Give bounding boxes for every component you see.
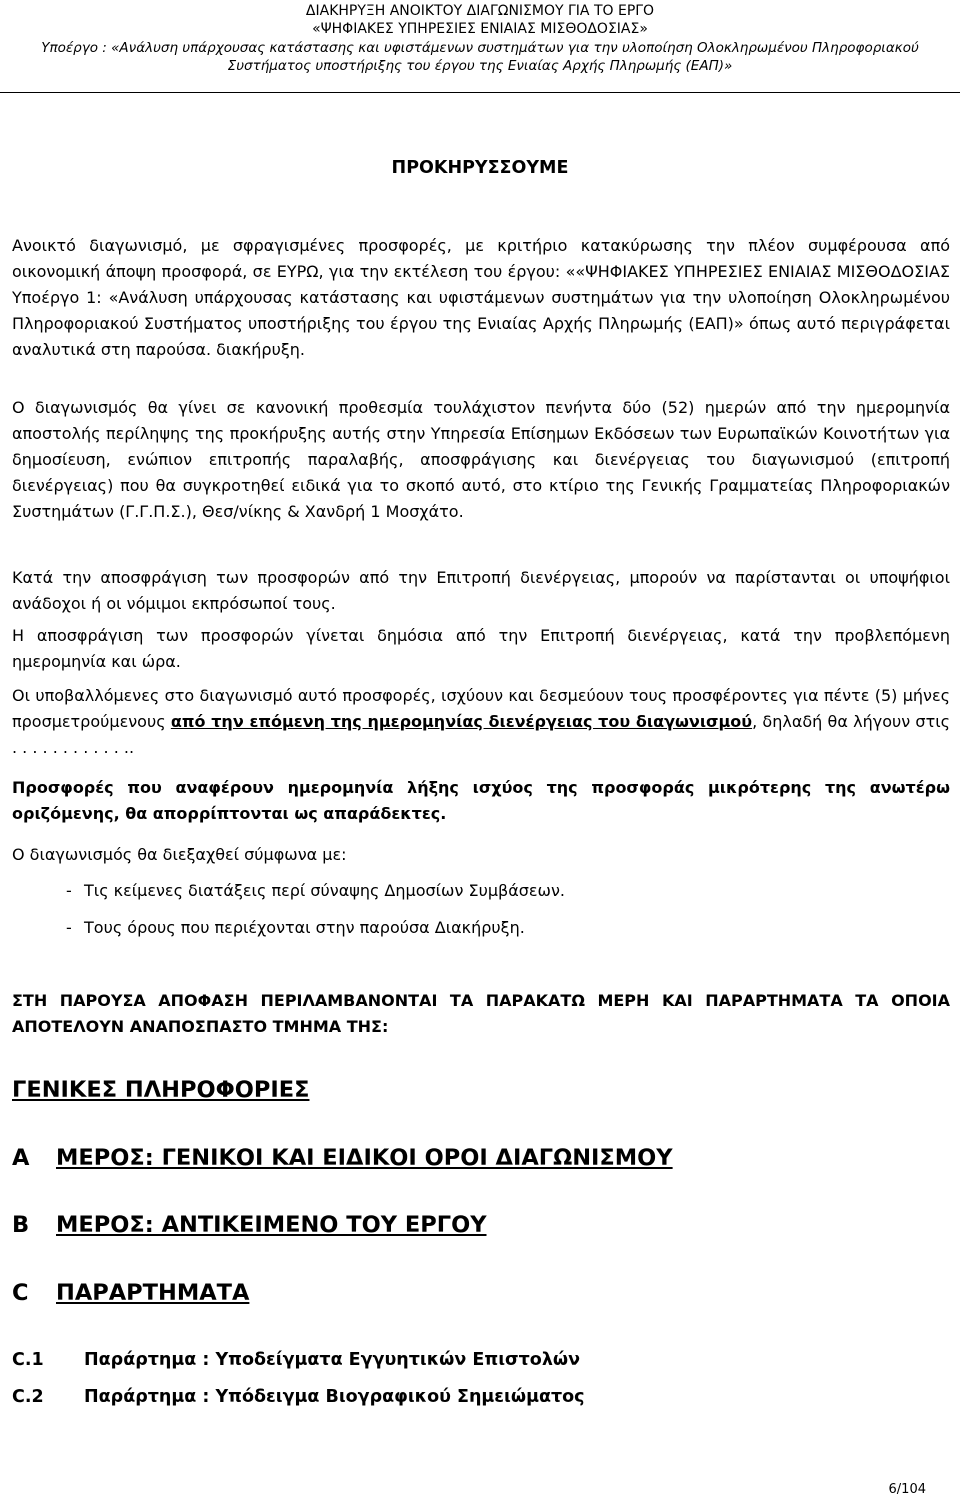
page-title: ΠΡΟΚΗΡΥΣΣΟΥΜΕ [391,158,569,178]
part-a-heading [12,1145,673,1171]
list-dash: - [66,881,72,900]
list-dash: - [66,918,72,937]
validity-text-end: , δηλαδή θα λήγουν στις . . . . . . . . . . . .. [12,712,951,757]
page-header [0,0,960,93]
part-a-letter: A [12,1145,30,1171]
part-c-letter: C [12,1280,29,1306]
annex-c2-title: Παράρτημα : Υπόδειγμα Βιογραφικού Σημειώματος [84,1387,585,1407]
paragraph-rejection: Προσφορές που αναφέρουν ημερομηνία λήξης ισχύος της προσφοράς μικρότερης της ανωτέρω οριζόμενης, θα απορρίπτονται ως απαράδεκτες. [12,778,950,823]
list-item [66,917,525,939]
part-c-title: ΠΑΡΑΡΤΗΜΑΤΑ [56,1280,250,1306]
part-a-title: ΜΕΡΟΣ: ΓΕΝΙΚΟΙ ΚΑΙ ΕΙΔΙΚΟΙ ΟΡΟΙ ΔΙΑΓΩΝΙΣΜΟΥ [56,1145,673,1171]
list-item [66,880,565,902]
part-b-heading [12,1212,487,1238]
annex-c1-title: Παράρτημα : Υποδείγματα Εγγυητικών Επιστολών [84,1350,581,1370]
part-b-title: ΜΕΡΟΣ: ΑΝΤΙΚΕΙΜΕΝΟ ΤΟΥ ΕΡΓΟΥ [56,1212,487,1238]
paragraph-parts-included: ΣΤΗ ΠΑΡΟΥΣΑ ΑΠΟΦΑΣΗ ΠΕΡΙΛΑΜΒΑΝΟΝΤΑΙ ΤΑ ΠΑΡΑΚΑΤΩ ΜΕΡΗ ΚΑΙ ΠΑΡΑΡΤΗΜΑΤΑ ΤΑ ΟΠΟΙΑ ΑΠΟΤΕΛΟΥΝ ΑΝΑΠΟΣΠΑΣΤΟ ΤΜΗΜΑ ΤΗΣ: [12,991,950,1036]
header-title-line2: «ΨΗΦΙΑΚΕΣ ΥΠΗΡΕΣΙΕΣ ΕΝΙΑΙΑΣ ΜΙΣΘΟΔΟΣΙΑΣ» [312,21,648,37]
annex-c2-code: C.2 [12,1387,44,1407]
paragraph-unsealing-attendance: Κατά την αποσφράγιση των προσφορών από την Επιτροπή διενέργειας, μπορούν να παρίστανται οι υποψήφιοι ανάδοχοι ή οι νόμιμοι εκπρόσωποί τους. [12,568,950,613]
paragraph-conducted-according: Ο διαγωνισμός θα διεξαχθεί σύμφωνα με: [12,845,347,864]
validity-text-start: Οι υποβαλλόμενες στο διαγωνισμό αυτό προσφορές, ισχύουν και δεσμεύουν τους προσφέροντες για πέντε (5) μήνες προσμετρούμενους [12,686,950,731]
paragraph-validity [12,683,950,761]
header-subproject-line2: Συστήματος υποστήριξης του έργου της Ενιαίας Αρχής Πληρωμής (ΕΑΠ)» [227,58,733,74]
paragraph-unsealing-public: Η αποσφράγιση των προσφορών γίνεται δημόσια από την Επιτροπή διενέργειας, κατά την προβλεπόμενη ημερομηνία και ώρα. [12,626,950,671]
part-b-letter: B [12,1212,30,1238]
part-c-heading [12,1280,249,1306]
validity-underlined-text: από την επόμενη της ημερομηνίας διενέργειας του διαγωνισμού [170,712,753,731]
page-number: 6/104 [888,1482,926,1497]
annex-c1 [12,1350,580,1370]
list-item-text: Τις κείμενες διατάξεις περί σύναψης Δημοσίων Συμβάσεων. [84,881,565,900]
section-general-info: ΓΕΝΙΚΕΣ ΠΛΗΡΟΦΟΡΙΕΣ [12,1077,310,1103]
list-item-text: Τους όρους που περιέχονται στην παρούσα Διακήρυξη. [84,918,525,937]
paragraph-deadline: Ο διαγωνισμός θα γίνει σε κανονική προθεσμία τουλάχιστον πενήντα δύο (52) ημερών από την ημερομηνία αποστολής περίληψης της προκήρυξης αυτής στην Υπηρεσία Επίσημων Εκδόσεων των Ευρωπαϊκών Κοινοτήτων για δημοσίευση, ενώπιον επιτροπής παραλαβής, αποσφράγισης και διενέργειας του διαγωνισμού (επιτροπή διενέργειας) που θα συγκροτηθεί ειδικά για το σκοπό αυτό, στο κτίριο της Γενικής Γραμματείας Πληροφοριακών Συστημάτων (Γ.Γ.Π.Σ.), Θεσ/νίκης & Χανδρή 1 Μοσχάτο. [12,398,950,521]
annex-c2 [12,1387,585,1407]
header-subproject-line1: Υποέργο : «Ανάλυση υπάρχουσας κατάστασης και υφιστάμενων συστημάτων για την υλοποίηση Ολοκληρωμένου Πληροφοριακού [41,40,919,56]
header-title-line1: ΔΙΑΚΗΡΥΞΗ ΑΝΟΙΚΤΟΥ ΔΙΑΓΩΝΙΣΜΟΥ ΓΙΑ ΤΟ ΕΡΓΟ [305,3,655,19]
annex-c1-code: C.1 [12,1350,44,1370]
paragraph-intro: Ανοικτό διαγωνισμό, με σφραγισμένες προσφορές, με κριτήριο κατακύρωσης την πλέον συμφέρουσα από οικονομική άποψη προσφορά, σε ΕΥΡΩ, για την εκτέλεση του έργου: ««ΨΗΦΙΑΚΕΣ ΥΠΗΡΕΣΙΕΣ ΕΝΙΑΙΑΣ ΜΙΣΘΟΔΟΣΙΑΣ Υποέργο 1: «Ανάλυση υπάρχουσας κατάστασης και υφιστάμενων συστημάτων για την υλοποίηση Ολοκληρωμένου Πληροφοριακού Συστήματος υποστήριξης του έργου της Ενιαίας Αρχής Πληρωμής (ΕΑΠ)» όπως αυτό περιγράφεται αναλυτικά στη παρούσα. διακήρυξη. [12,236,950,359]
